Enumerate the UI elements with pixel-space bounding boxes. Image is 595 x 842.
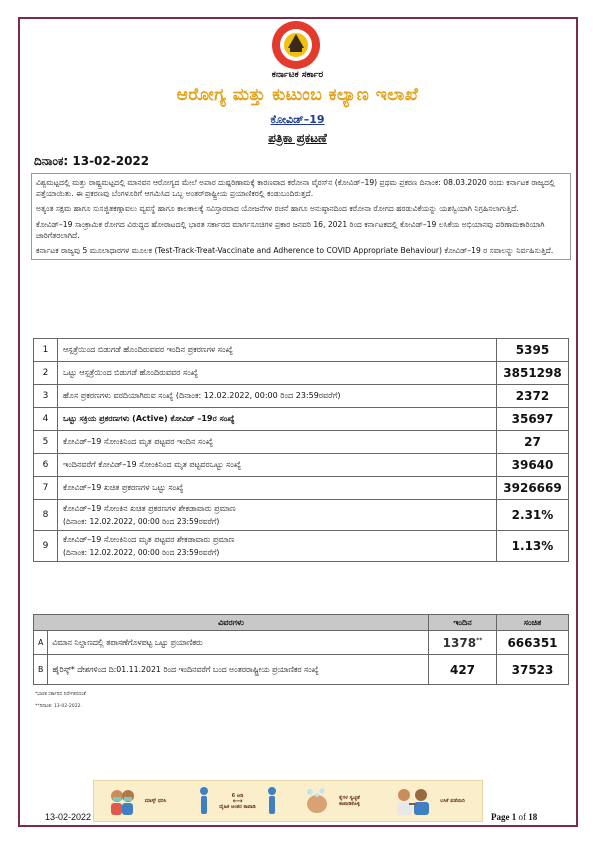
intro-paragraph: ಕರ್ನಾಟಕ ರಾಜ್ಯವು 5 ಮೂಲಾಧಾರಗಳ ಮೂಲಕ (Test-Track-Treat-Vaccinate and Adherence to COVID Appropriate Behaviour) ಕೋವಿಡ್–19 ರ ಸವಾಲನ್ನು ನಿರ್ವಹಿಸುತ್ತಿದೆ. [36, 246, 554, 256]
person-icon [267, 786, 277, 816]
row-label: ಒಟ್ಟು ಸಕ್ರಿಯ ಪ್ರಕರಣಗಳು (Active) ಕೋವಿಡ್ –19ರ ಸಂಖ್ಯೆ [58, 408, 497, 431]
row-value: 1.13% [497, 531, 569, 562]
mask-label: ಮಾಸ್ಕ್ ಧರಿಸಿ [144, 798, 167, 804]
row-today [429, 631, 497, 655]
banner-hands [304, 786, 366, 816]
row-label-main: ಕೋವಿಡ್–19 ಸೋಂಕಿನಿಂದ ಮೃತ ಪಟ್ಟವರ ಶೇಕಡಾವಾರು ಪ್ರಮಾಣ [63, 534, 235, 544]
row-label: ಕೋವಿಡ್–19 ಸೋಂಕಿನಿಂದ ಮೃತ ಪಟ್ಟವರ ಇಂದಿನ ಸಂಖ್ಯೆ [58, 431, 497, 454]
row-label: ಹೊಸ ಪ್ರಕರಣಗಳು ವರದಿಯಾಗಿರುವ ಸಂಖ್ಯೆ (ದಿನಾಂಕ: 12.02.2022, 00:00 ರಿಂದ 23:59ರವರೆಗೆ) [58, 385, 497, 408]
table-row [34, 477, 569, 500]
date-label: ದಿನಾಂಕ: [34, 154, 69, 168]
header-details: ವಿವರಗಳು [34, 615, 429, 631]
mask-people-icon [108, 786, 136, 816]
table-row [34, 500, 569, 531]
release-date [34, 154, 149, 169]
table-row [34, 631, 569, 655]
hand-wash-icon [304, 786, 330, 816]
footer-date: 13-02-2022 [45, 812, 92, 822]
covid-stats-table [33, 338, 569, 562]
today-mark: ** [476, 636, 483, 644]
vaccine-label: ಲಸಿಕೆ ಪಡೆಯಿರಿ [440, 798, 465, 804]
today-value: 1378 [442, 635, 477, 650]
intro-paragraph: ಕೋವಿಡ್–19 ಸಾಂಕ್ರಾಮಿಕ ರೋಗದ ವಿರುದ್ಧದ ಹೋರಾಟದಲ್ಲಿ ಭಾರತ ಸರ್ಕಾರದ ಮಾರ್ಗಸೂಚಿಗಳ ಪ್ರಕಾರ ಜನವರಿ 16, 2021 ರಿಂದ ಕರ್ನಾಟಕದಲ್ಲಿ ಕೋವಿಡ್–19 ಲಸಿಕೆಯ ಅಭಿಯಾನವು ಪರಿಣಾಮಕಾರಿಯಾಗಿ ಜಾರಿಗೆತರಲಾಗಿದೆ. [36, 219, 545, 240]
row-number: 6 [34, 454, 58, 477]
table-row [34, 408, 569, 431]
banner-distance [199, 786, 277, 816]
row-value: 3851298 [497, 362, 569, 385]
row-total: 666351 [497, 631, 569, 655]
government-name: ಕರ್ನಾಟಕ ಸರ್ಕಾರ [271, 70, 324, 80]
row-total: 37523 [497, 655, 569, 685]
row-value: 3926669 [497, 477, 569, 500]
row-label [58, 500, 497, 531]
row-label: ಒಟ್ಟು ಆಸ್ಪತ್ರೆಯಿಂದ ಬಿಡುಗಡೆ ಹೊಂದಿರುವವರ ಸಂಖ್ಯೆ [58, 362, 497, 385]
footnote-date: **ದಿನಾಂಕ: 13-02-2022. [35, 704, 83, 709]
date-value: 13-02-2022 [72, 154, 150, 168]
row-number: 1 [34, 339, 58, 362]
intro-box [31, 173, 571, 260]
page-total: 18 [528, 812, 538, 822]
row-label: ಇಂದಿನವರೆಗೆ ಕೋವಿಡ್–19 ಸೋಂಕಿನಿಂದ ಮೃತ ಪಟ್ಟವರಒಟ್ಟು ಸಂಖ್ಯೆ [58, 454, 497, 477]
of-word: of [518, 812, 526, 822]
travellers-table [33, 614, 569, 685]
footnote-high-risk: *ಭಾರತ ಸರ್ಕಾರದ ನಿರ್ದೇಶನದಂತೆ [35, 692, 86, 697]
table-row [34, 362, 569, 385]
distance-feet: 6 ಅಡಿ [231, 792, 244, 799]
table-row [34, 431, 569, 454]
row-label-sub: (ದಿನಾಂಕ: 12.02.2022, 00:00 ರಿಂದ 23:59ರವರೆಗೆ) [63, 516, 220, 526]
row-label-sub: (ದಿನಾಂಕ: 12.02.2022, 00:00 ರಿಂದ 23:59ರವರೆಗೆ) [63, 547, 220, 557]
row-label: ವಿಮಾನ ನಿಲ್ದಾಣದಲ್ಲಿ ತಪಾಸಣೆಗೊಳಪಟ್ಟ ಒಟ್ಟು ಪ್ರಯಾಣಿಕರು [48, 631, 429, 655]
press-release-heading: ಪತ್ರಿಕಾ ಪ್ರಕಟಣೆ [268, 131, 327, 145]
intro-paragraph: ವಿಶ್ವಮಟ್ಟದಲ್ಲಿ ಮತ್ತು ರಾಷ್ಟ್ರಮಟ್ಟದಲ್ಲಿ ಮಾನವನ ಆರೋಗ್ಯದ ಮೇಲೆ ಅಪಾರ ದುಷ್ಪರಿಣಾಮಕ್ಕೆ ಕಾರಣವಾದ ಕರೋನಾ ವೈರಸ್‌ನ (ಕೋವಿಡ್–19) ಪ್ರಥಮ ಪ್ರಕರಣ ದಿನಾಂಕ: 08.03.2020 ರಂದು ಕರ್ನಾಟಕ ರಾಜ್ಯದಲ್ಲಿ ಪತ್ತೆಯಾಯಿತು. ಈ ಪ್ರಕರಣವು ಬೆಂಗಳೂರಿಗೆ ಆಗಮಿಸಿದ ಒಬ್ಬ ಅಂತರ್‌ರಾಷ್ಟ್ರೀಯ ಪ್ರಯಾಣಿಕರಲ್ಲಿ ಕಂಡುಬಂದಿರುತ್ತದೆ. [36, 178, 555, 199]
covid-title: ಕೋವಿಡ್–19 [270, 113, 325, 126]
row-label: ಹೈರಿಸ್ಕ್* ದೇಶಗಳಿಂದ ದಿ:01.11.2021 ರಿಂದ ಇಂದಿನವರೆಗೆ ಬಂದ ಅಂತರರಾಷ್ಟ್ರೀಯ ಪ್ರಯಾಣಿಕರ ಸಂಖ್ಯೆ [48, 655, 429, 685]
department-name: ಆರೋಗ್ಯ ಮತ್ತು ಕುಟುಂಬ ಕಲ್ಯಾಣ ಇಲಾಖೆ [176, 85, 419, 105]
page-current: 1 [511, 812, 517, 822]
table-header-row [34, 615, 569, 631]
covid-appropriate-behaviour-banner [93, 780, 483, 822]
table-row [34, 655, 569, 685]
row-label: ಕೋವಿಡ್–19 ಖಚಿತ ಪ್ರಕರಣಗಳ ಒಟ್ಟು ಸಂಖ್ಯೆ [58, 477, 497, 500]
distance-label: ದೈಹಿಕ ಅಂತರ ಕಾಪಾಡಿ [219, 803, 256, 810]
arrow-icon: ⟷ [232, 796, 243, 805]
person-icon [199, 786, 209, 816]
header-total: ಸಂಚಿತ [497, 615, 569, 631]
header-today: ಇಂದಿನ [429, 615, 497, 631]
table-row [34, 531, 569, 562]
table-row [34, 339, 569, 362]
row-label: ಆಸ್ಪತ್ರೆಯಿಂದ ಬಿಡುಗಡೆ ಹೊಂದಿರುವವರ ಇಂದಿನ ಪ್ರಕರಣಗಳ ಸಂಖ್ಯೆ [58, 339, 497, 362]
vaccination-icon [393, 786, 433, 816]
row-value: 5395 [497, 339, 569, 362]
row-value: 2372 [497, 385, 569, 408]
row-letter: B [34, 655, 48, 685]
table-row [34, 454, 569, 477]
row-value: 35697 [497, 408, 569, 431]
row-today: 427 [429, 655, 497, 685]
row-number: 5 [34, 431, 58, 454]
row-number: 4 [34, 408, 58, 431]
row-number: 2 [34, 362, 58, 385]
row-number: 3 [34, 385, 58, 408]
table-row [34, 385, 569, 408]
row-label-main: ಕೋವಿಡ್–19 ಸೋಂಕಿನ ಖಚಿತ ಪ್ರಕರಣಗಳ ಶೇಕಡಾವಾರು ಪ್ರಮಾಣ [63, 503, 236, 513]
page-number [491, 812, 537, 822]
row-number: 7 [34, 477, 58, 500]
hands-label: ಕೈಗಳ ಸ್ವಚ್ಛತೆ ಕಾಪಾಡಿಕೊಳ್ಳಿ [339, 795, 360, 807]
row-label [58, 531, 497, 562]
row-value: 27 [497, 431, 569, 454]
row-value: 2.31% [497, 500, 569, 531]
karnataka-emblem-icon [268, 20, 324, 70]
intro-paragraph: ಅತ್ಯಂತ ಸಕ್ಷಮ ಹಾಗೂ ಸುಸಜ್ಜಿತಕಣ್ಗಾವಲು ವ್ಯವಸ್ಥೆ ಹಾಗೂ ಕಾಲಕಾಲಕ್ಕೆ ಸವಿಸ್ತಾರವಾದ ಯೋಜನೆಗಳ ರಚನೆ ಹಾಗೂ ಅನುಷ್ಠಾನದಿಂದ ಕರೋನಾ ರೋಗದ ಹರಡುವಿಕೆಯನ್ನು ಯಶಸ್ವಿಯಾಗಿ ನಿಗ್ರಹಿಸಲಾಗುತ್ತಿದೆ. [36, 204, 519, 214]
row-letter: A [34, 631, 48, 655]
row-number: 9 [34, 531, 58, 562]
row-value: 39640 [497, 454, 569, 477]
banner-vaccine [393, 786, 469, 816]
row-number: 8 [34, 500, 58, 531]
banner-mask [108, 786, 172, 816]
page-word: Page [491, 812, 510, 822]
